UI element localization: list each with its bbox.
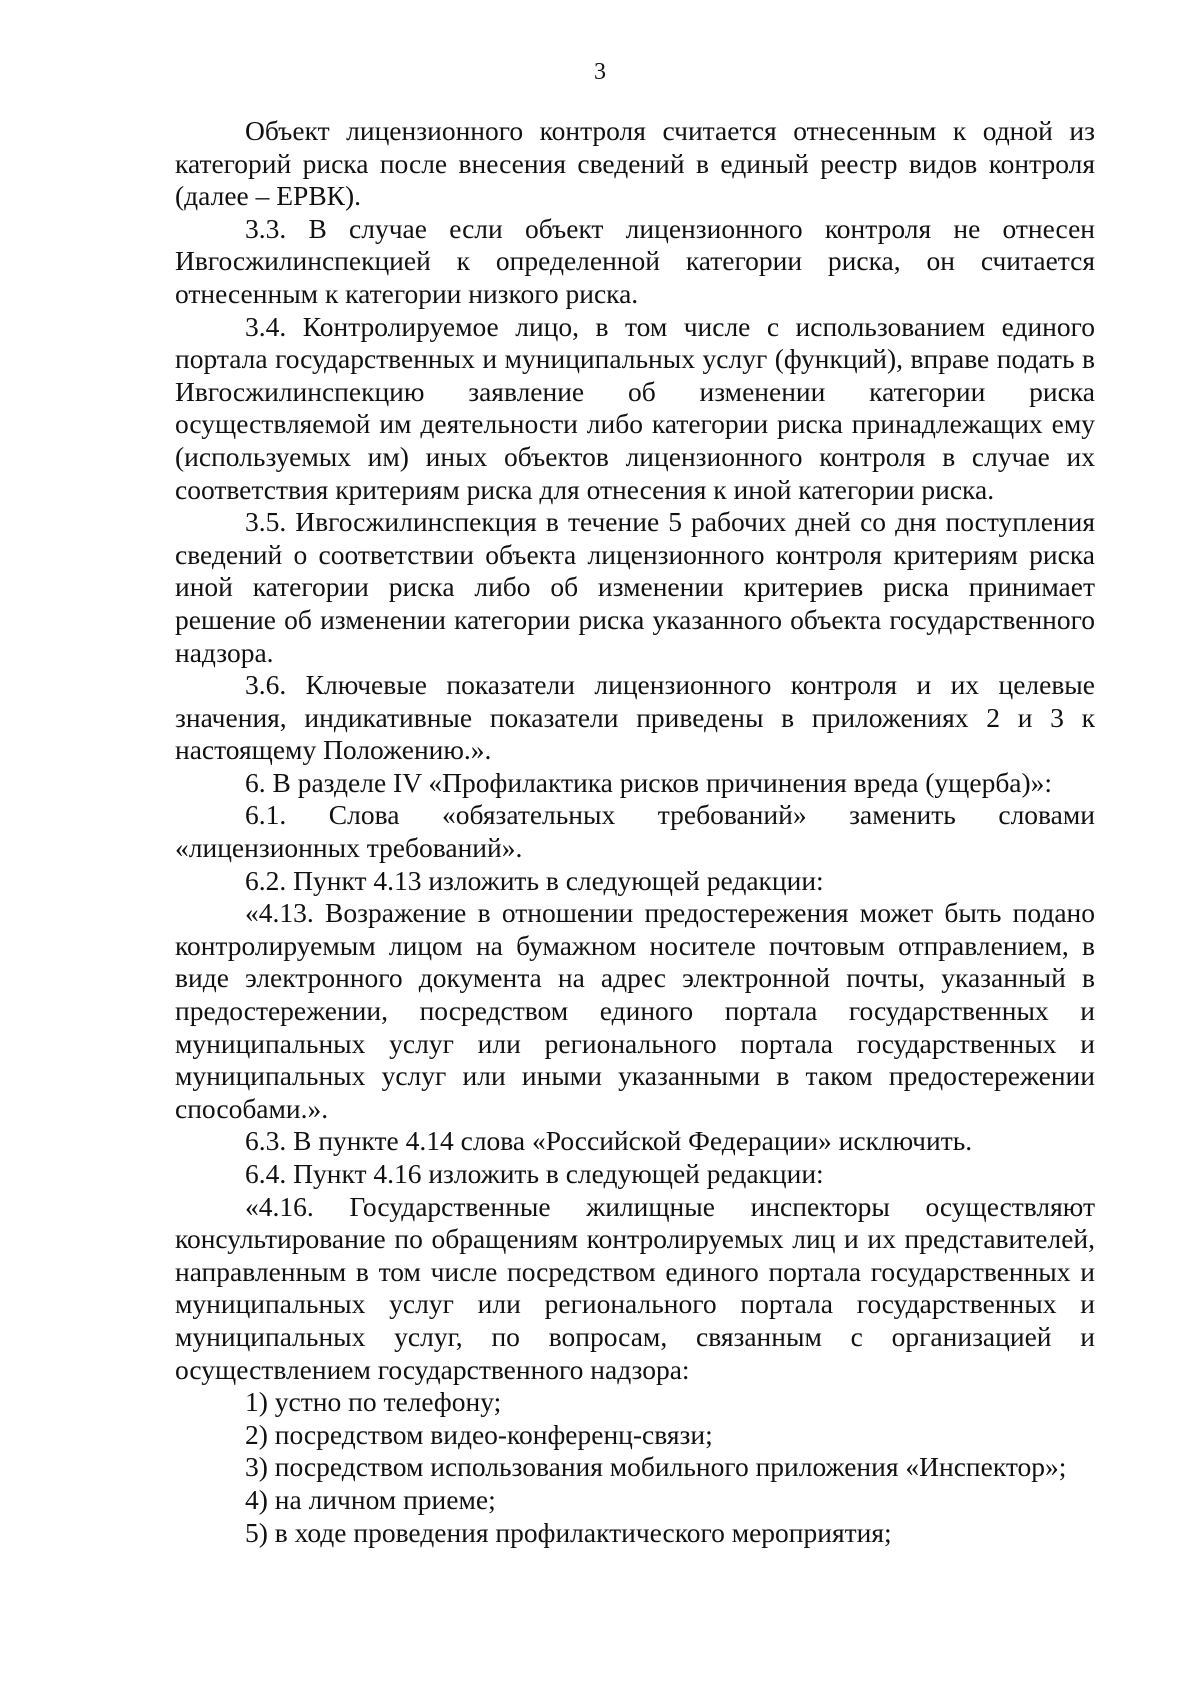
list-item-5: 5) в ходе проведения профилактического мероприятия; (245, 1516, 892, 1548)
paragraph-6: 6. В разделе IV «Профилактика рисков причинения вреда (ущерба)»: (245, 766, 1053, 798)
paragraph-4-16: «4.16. Государственные жилищные инспекторы осуществляют консультирование по обращениям контролируемых лиц и их представителей, направленным в том числе посредством единого портала государственных и муниципальных услуг или регионального портала государственных и муниципальных услуг, по вопросам, связанным с организацией и осуществлением государственного надзора: (175, 1190, 1095, 1385)
document-body (175, 115, 1095, 1549)
list-item-1: 1) устно по телефону; (245, 1386, 502, 1418)
paragraph-3-4: 3.4. Контролируемое лицо, в том числе с использованием единого портала государственных и муниципальных услуг (функций), вправе подать в Ивгосжилинспекцию заявление об изменении категории риска осуществляемой им деятельности либо категории риска принадлежащих ему (используемых им) иных объектов лицензионного контроля в случае их соответствия критериям риска для отнесения к иной категории риска. (175, 310, 1095, 505)
paragraph-6-1: 6.1. Слова «обязательных требований» заменить словами «лицензионных требований». (175, 799, 1095, 864)
paragraph-3-5: 3.5. Ивгосжилинспекция в течение 5 рабочих дней со дня поступления сведений о соответствии объекта лицензионного контроля критериям риска иной категории риска либо об изменении критериев риска принимает решение об изменении категории риска указанного объекта государственного надзора. (175, 506, 1095, 668)
paragraph-4-13: «4.13. Возражение в отношении предостережения может быть подано контролируемым лицом на бумажном носителе почтовым отправлением, в виде электронного документа на адрес электронной почты, указанный в предостережении, посредством единого портала государственных и муниципальных услуг или регионального портала государственных и муниципальных услуг или иными указанными в таком предостережении способами.». (175, 897, 1095, 1124)
paragraph-6-3: 6.3. В пункте 4.14 слова «Российской Федерации» исключить. (245, 1125, 973, 1157)
paragraph-6-2: 6.2. Пункт 4.13 изложить в следующей редакции: (245, 864, 824, 896)
paragraph-3-6: 3.6. Ключевые показатели лицензионного контроля и их целевые значения, индикативные показатели приведены в приложениях 2 и 3 к настоящему Положению.». (175, 669, 1095, 766)
paragraph-3-3: 3.3. В случае если объект лицензионного контроля не отнесен Ивгосжилинспекцией к определенной категории риска, он считается отнесенным к категории низкого риска. (175, 212, 1095, 309)
paragraph-risk-category-registry: Объект лицензионного контроля считается отнесенным к одной из категорий риска после внесения сведений в единый реестр видов контроля (далее – ЕРВК). (175, 115, 1095, 212)
list-item-3: 3) посредством использования мобильного приложения «Инспектор»; (245, 1451, 1067, 1483)
list-item-4: 4) на личном приеме; (245, 1483, 496, 1515)
page-number: 3 (594, 59, 606, 85)
list-item-2: 2) посредством видео-конференц-связи; (245, 1418, 713, 1450)
paragraph-6-4: 6.4. Пункт 4.16 изложить в следующей редакции: (245, 1158, 824, 1189)
